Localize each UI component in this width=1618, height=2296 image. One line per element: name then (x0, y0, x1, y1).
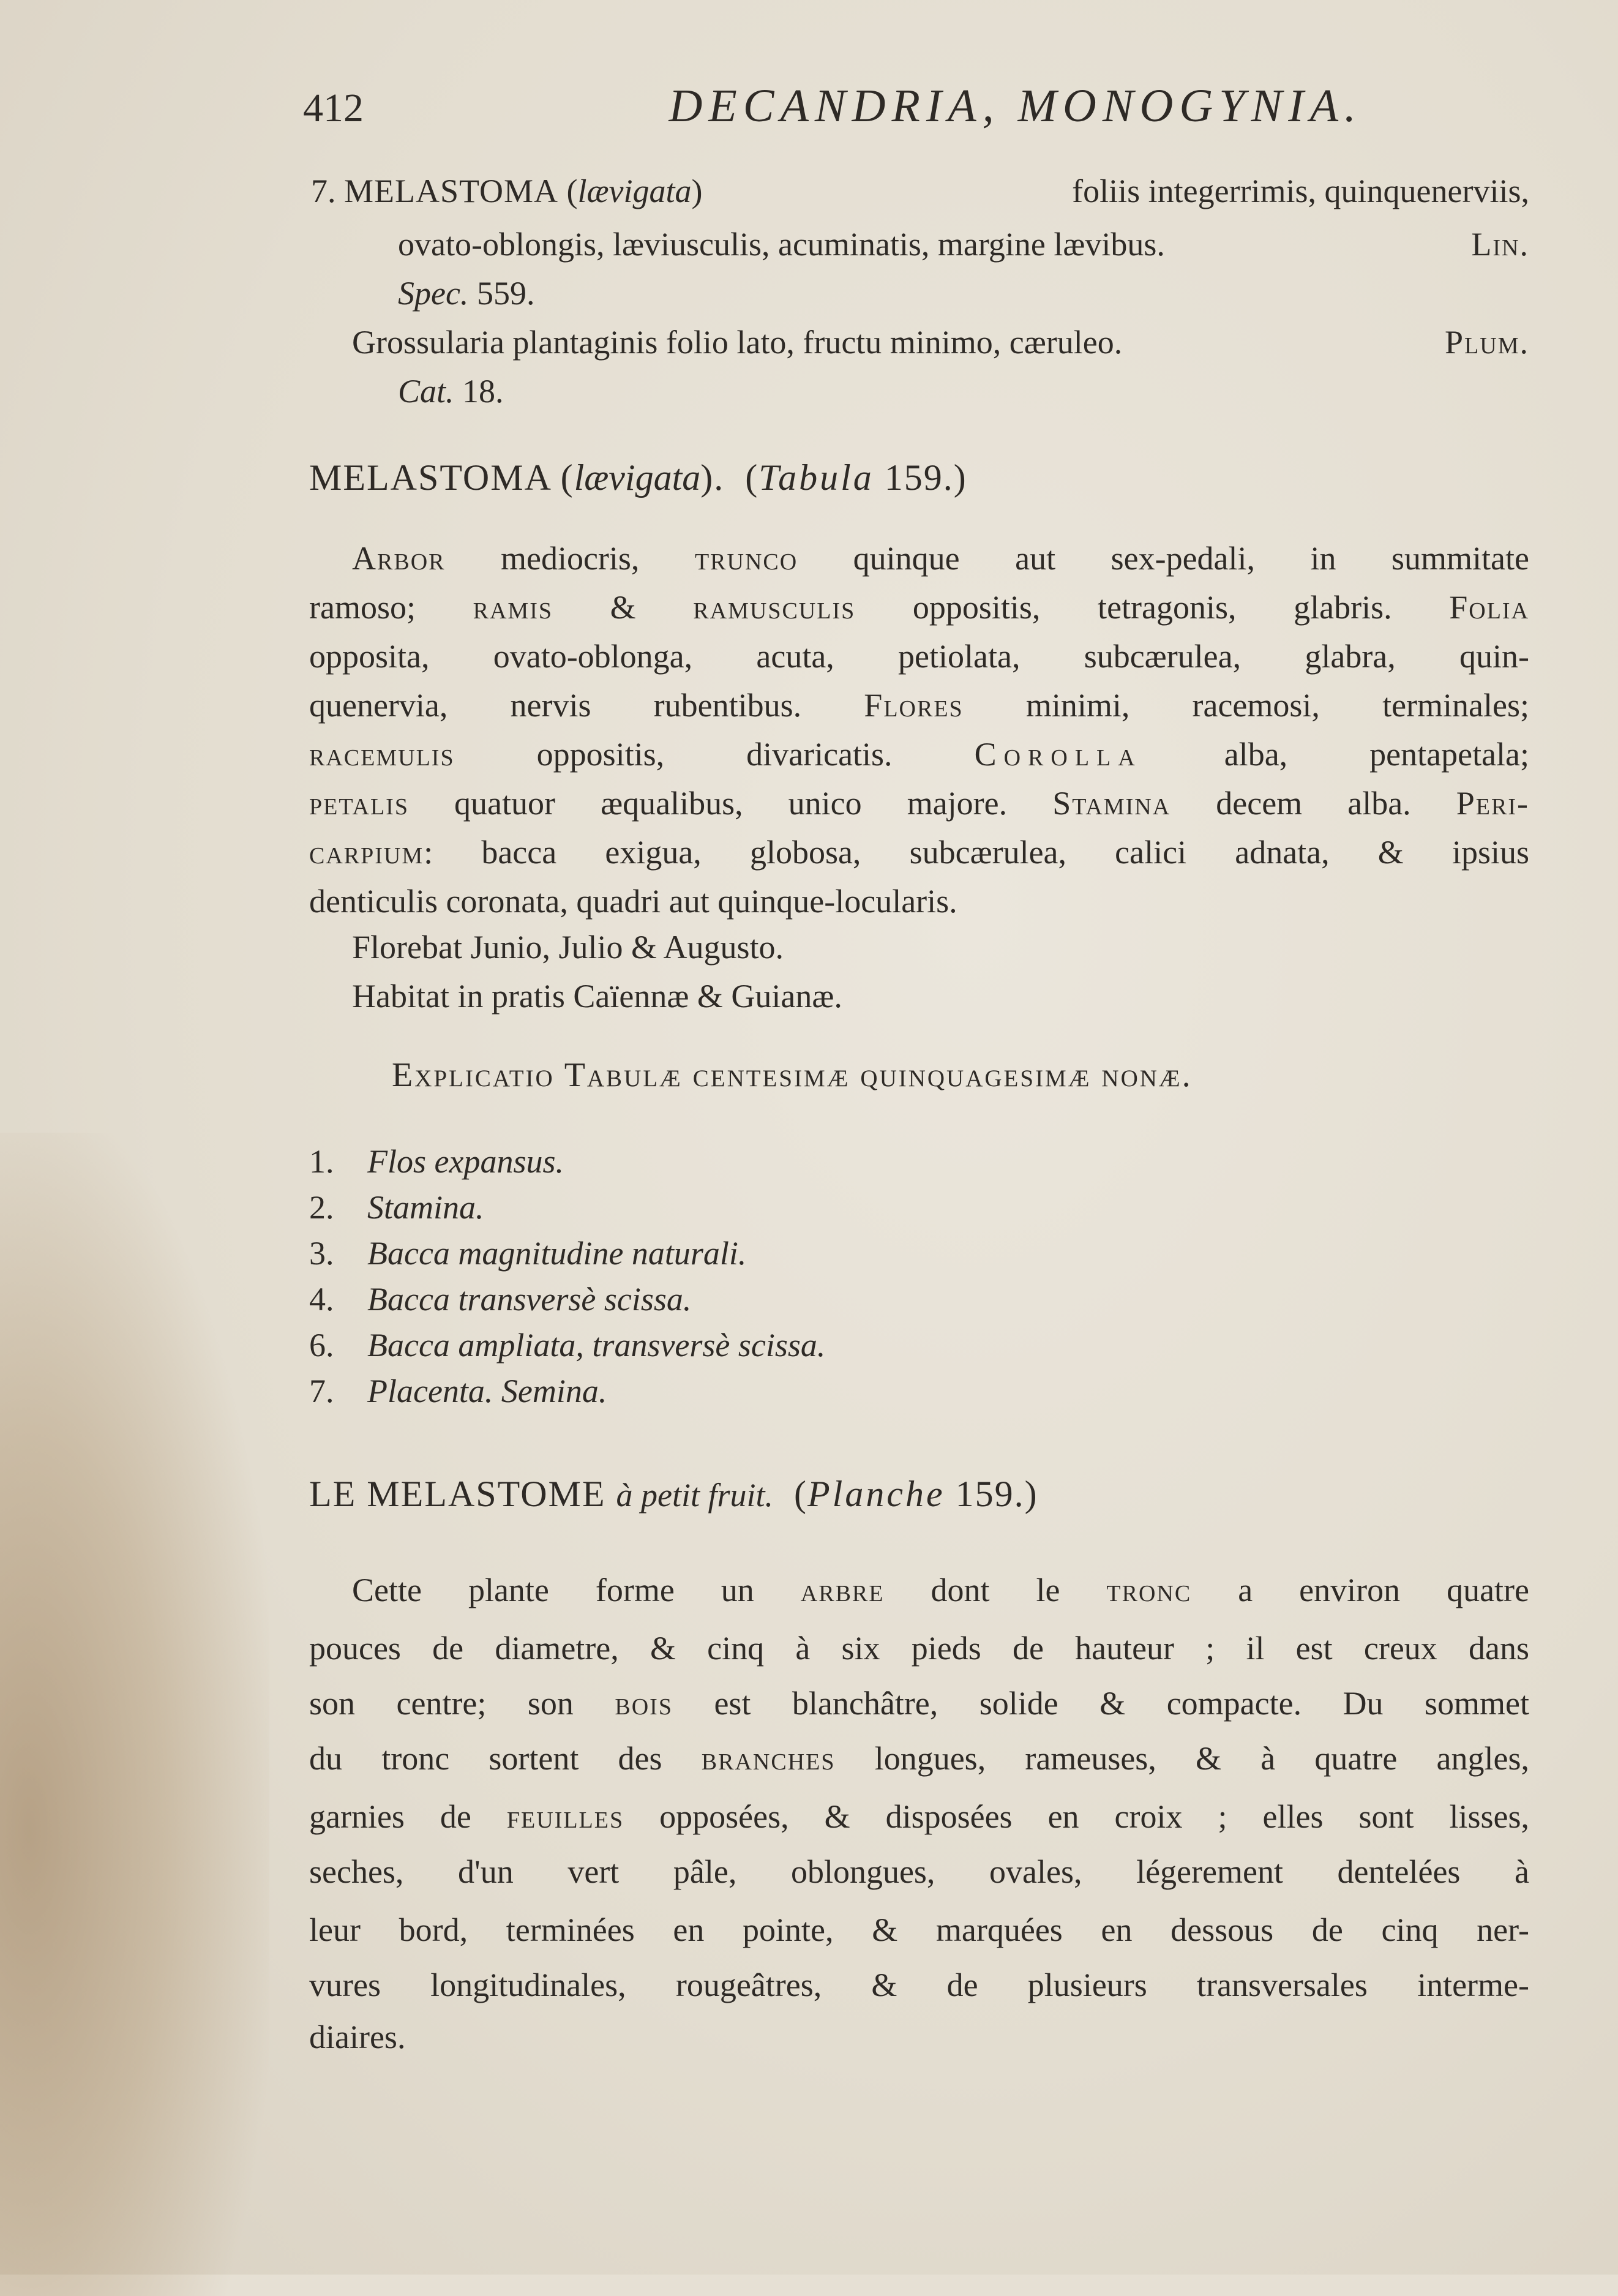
plumier-ref: Plum. (1445, 324, 1529, 361)
latin-desc-line-3: opposita, ovato-oblonga, acuta, petiolata, subcærulea, glabra, quin- (309, 638, 1529, 675)
entry-number: 7. (311, 173, 336, 209)
french-subtitle: à petit fruit. (616, 1477, 774, 1514)
latin-desc-line-2: ramoso; ramis & ramusculis oppositis, tetragonis, glabris. Folia (309, 589, 1530, 626)
genus-name: MELASTOMA (344, 173, 559, 209)
latin-desc-line-5: racemulis oppositis, divaricatis. Corolla alba, pentapetala; (309, 736, 1530, 773)
latin-desc-line-6: petalis quatuor æqualibus, unico majore. Stamina decem alba. Peri- (309, 785, 1529, 822)
species-epithet: lævigata (577, 173, 692, 209)
french-desc-line-4: du tronc sortent des branches longues, rameuses, & à quatre angles, (309, 1740, 1530, 1777)
page-number: 412 (303, 86, 364, 130)
species-entry-line-2 (398, 228, 1529, 261)
french-desc-line-8: vures longitudinales, rougeâtres, & de plusieurs transversales interme- (309, 1967, 1529, 2003)
planche-number: 159. (955, 1474, 1025, 1514)
french-desc-line-1: Cette plante forme un arbre dont le tronc a environ quatre (352, 1572, 1530, 1608)
latin-desc-line-4: quenervia, nervis rubentibus. Flores minimi, racemosi, terminales; (309, 687, 1529, 724)
synonym-text: Grossularia plantaginis folio lato, fructu minimo, cæruleo. (352, 324, 1123, 361)
heading-genus: MELASTOMA (309, 457, 550, 498)
figure-item: 3. Bacca magnitudine naturali. (309, 1235, 747, 1272)
french-desc-line-2: pouces de diametre, & cinq à six pieds de hauteur ; il est creux dans (309, 1630, 1529, 1667)
explicatio-title: Explicatio Tabulæ centesimæ quinquagesimæ nonæ. (392, 1056, 1193, 1094)
species-entry-line-3 (398, 277, 534, 310)
tabula-number: 159. (884, 457, 954, 498)
french-section-heading: LE MELASTOME à petit fruit. (Planche 159.) (309, 1474, 1038, 1514)
latin-desc-line-1: Arbor mediocris, trunco quinque aut sex-pedali, in summitate (352, 540, 1529, 577)
linnaeus-ref: Lin. (1471, 226, 1529, 263)
tabula-label: Tabula (758, 457, 874, 498)
synonym-line-2 (398, 375, 504, 408)
latin-desc-line-7: carpium: bacca exigua, globosa, subcærulea, calici adnata, & ipsius (309, 834, 1529, 871)
paper-stain (0, 1133, 269, 2296)
synonym-line-1 (352, 326, 1529, 359)
planche-label: Planche (807, 1474, 945, 1514)
figure-item: 6. Bacca ampliata, transversè scissa. (309, 1327, 826, 1364)
french-title: LE MELASTOME (309, 1474, 606, 1514)
catalogue-page: 18. (462, 373, 504, 410)
figure-item: 7. Placenta. Semina. (309, 1373, 607, 1409)
latin-section-heading: MELASTOMA (lævigata). (Tabula 159.) (309, 457, 967, 498)
figure-item: 1. Flos expansus. (309, 1143, 564, 1180)
spec-ref: Spec. (398, 275, 469, 312)
running-header (303, 80, 1362, 132)
species-entry-line-1: 7. MELASTOMA (lævigata) foliis integerrimis, quinquenerviis, (311, 173, 1529, 209)
figure-item: 2. Stamina. (309, 1189, 484, 1226)
spec-page: 559. (476, 275, 535, 312)
french-desc-line-7: leur bord, terminées en pointe, & marquées en dessous de cinq ner- (309, 1911, 1529, 1948)
habitat-line: Habitat in pratis Caïennæ & Guianæ. (352, 978, 842, 1015)
french-desc-line-5: garnies de feuilles opposées, & disposées en croix ; elles sont lisses, (309, 1798, 1529, 1835)
french-desc-line-9: diaires. (309, 2019, 406, 2055)
flowering-line: Florebat Junio, Julio & Augusto. (352, 929, 784, 966)
heading-epithet: lævigata (574, 457, 701, 498)
french-desc-line-3: son centre; son bois est blanchâtre, solide & compacte. Du sommet (309, 1685, 1530, 1722)
running-title: DECANDRIA, MONOGYNIA. (669, 80, 1362, 132)
latin-desc-line-8: denticulis coronata, quadri aut quinque-locularis. (309, 883, 957, 920)
diagnosis-text-2: ovato-oblongis, læviusculis, acuminatis, margine lævibus. (398, 226, 1165, 263)
figure-item: 4. Bacca transversè scissa. (309, 1281, 692, 1318)
catalogue-ref: Cat. (398, 373, 454, 410)
diagnosis-text: foliis integerrimis, quinquenerviis, (1072, 173, 1529, 209)
french-desc-line-6: seches, d'un vert pâle, oblongues, ovales, légerement dentelées à (309, 1853, 1529, 1890)
